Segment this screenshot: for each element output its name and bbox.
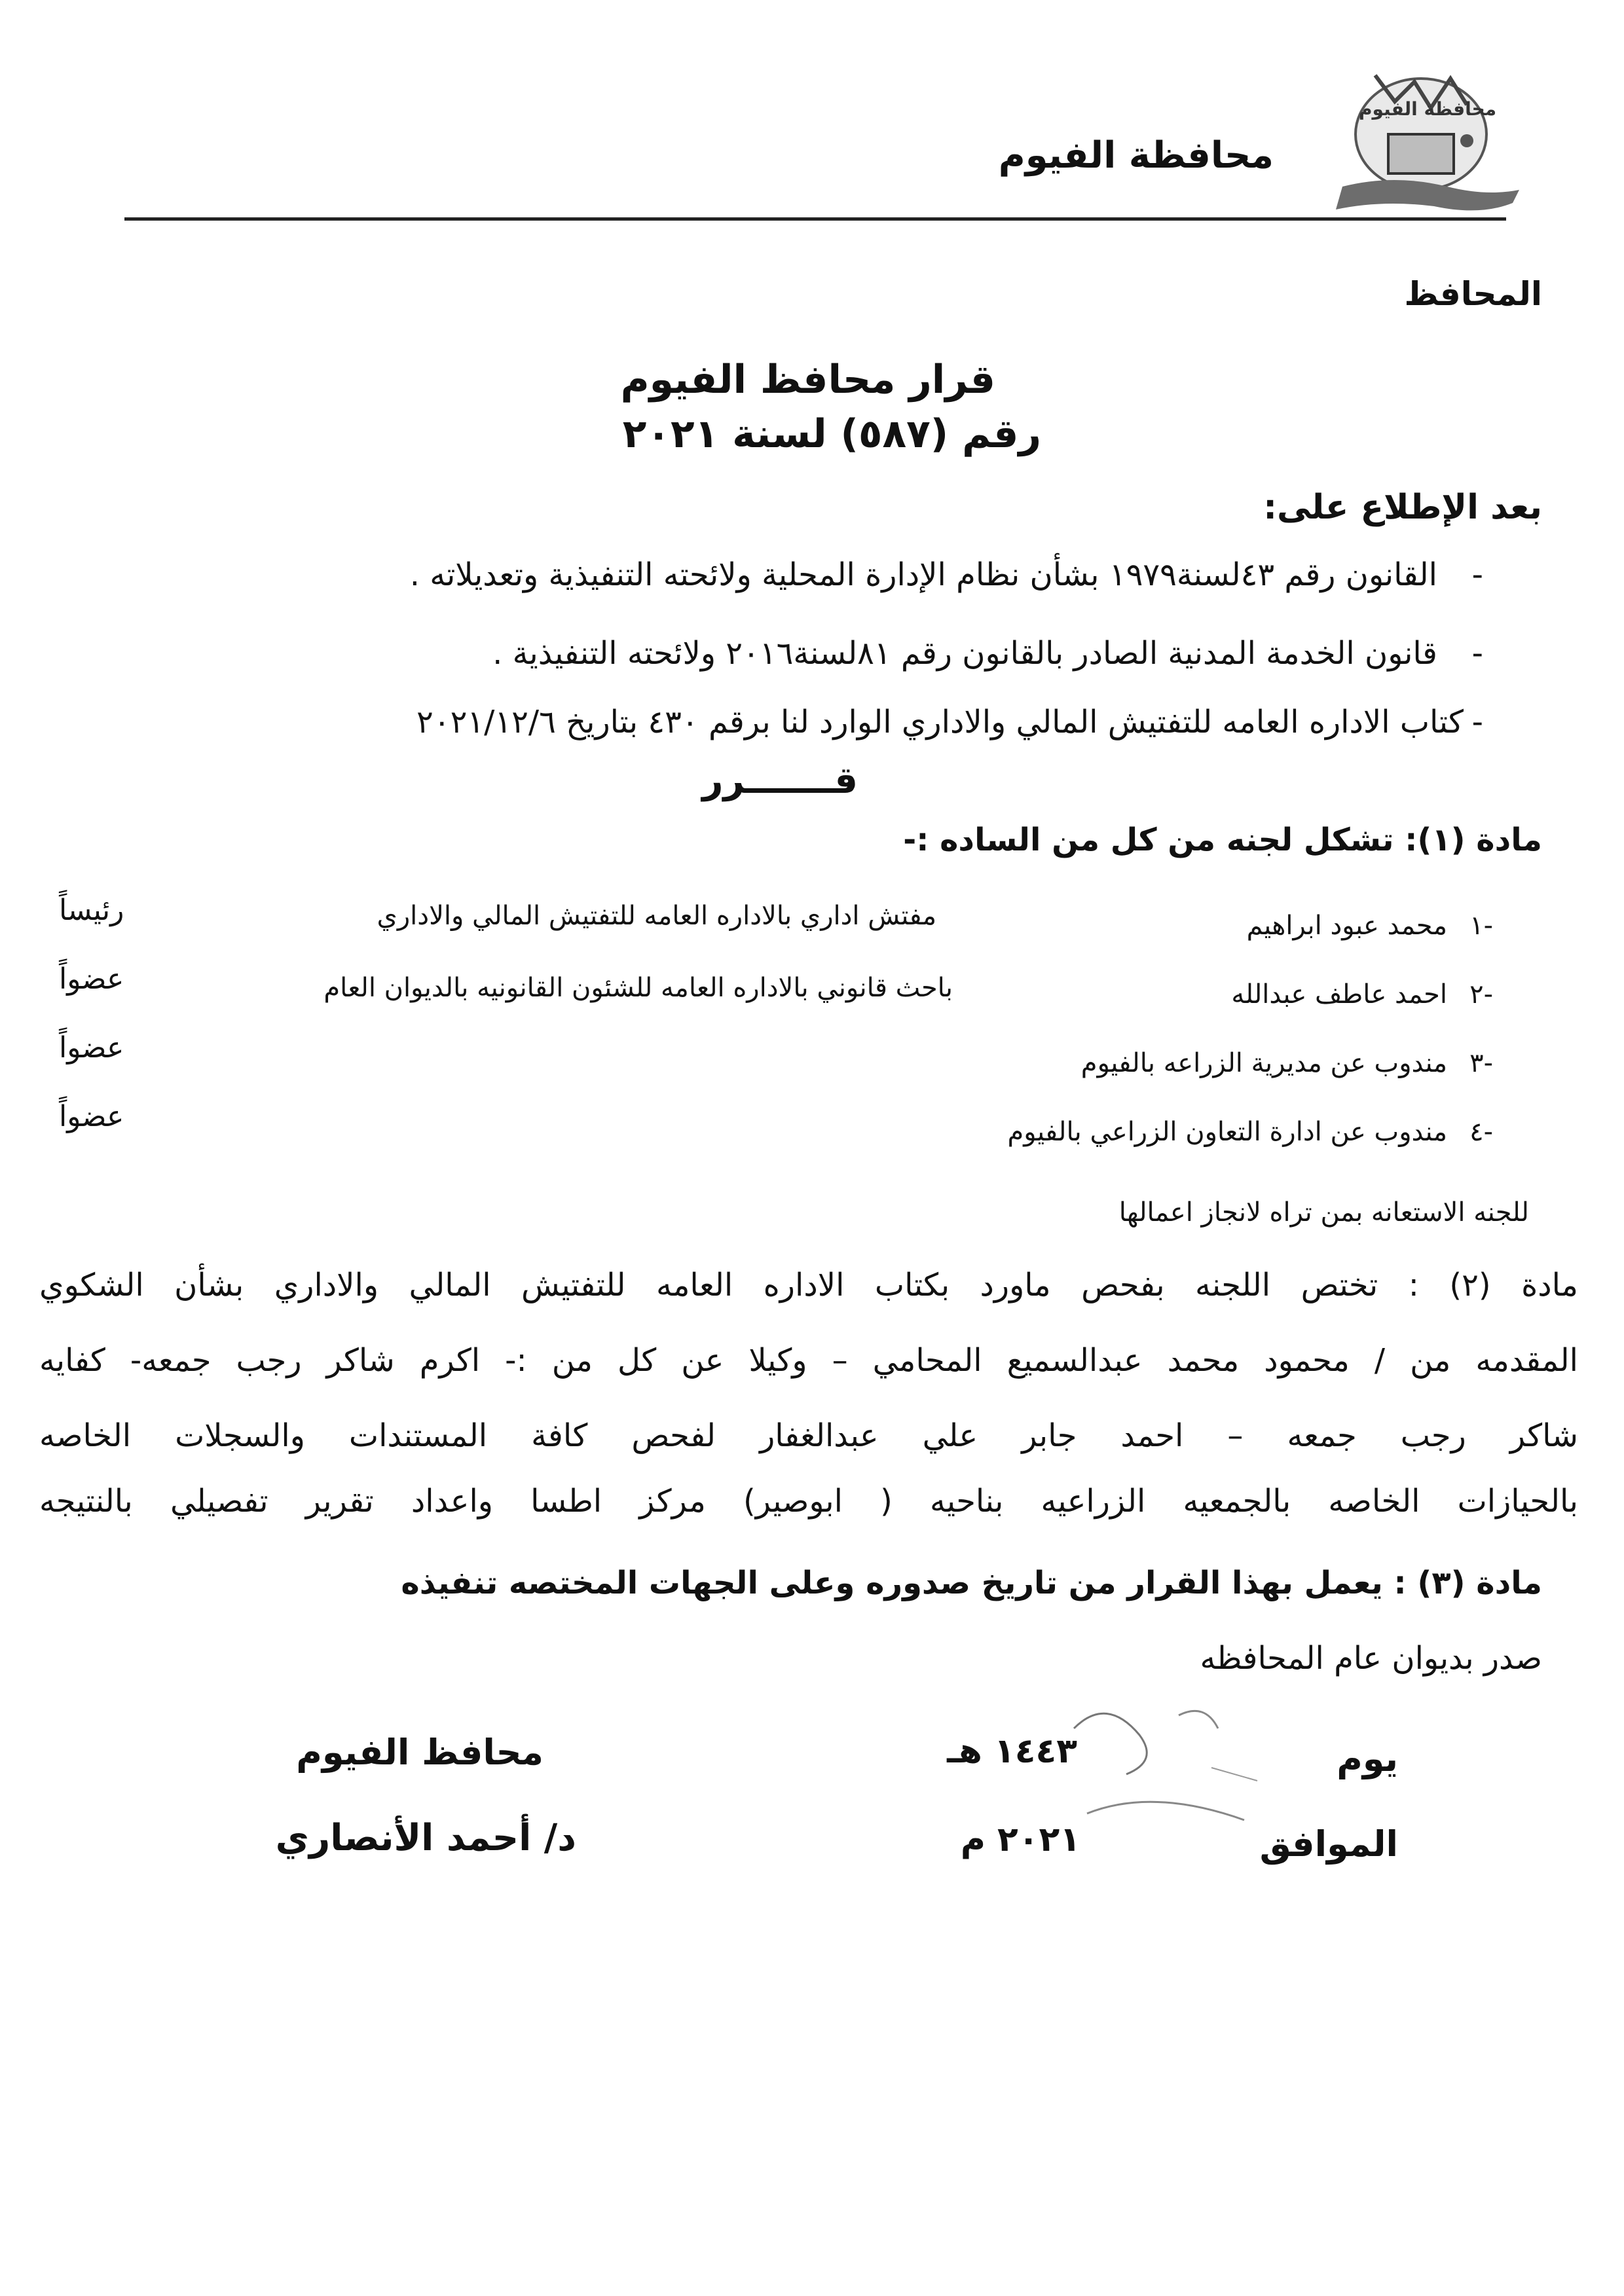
article-2-line: بالحيازات الخاصه بالجمعيه الزراعيه بناحيه ( ابوصير) مركز اطسا واعداد تقرير تفصيلي بالنتيجه: [39, 1483, 1578, 1520]
handwritten-date-marks: [1048, 1689, 1283, 1853]
office-label: المحافظ: [1404, 275, 1542, 313]
member-position: مفتش اداري بالاداره العامه للتفتيش المالي والاداري: [377, 901, 936, 931]
member-name: مندوب عن مديرية الزراعه بالفيوم: [1080, 1048, 1447, 1078]
member-role: عضواً: [59, 962, 124, 996]
member-name: مندوب عن ادارة التعاون الزراعي بالفيوم: [1007, 1117, 1447, 1147]
member-role: رئيساً: [59, 894, 124, 927]
governor-name: د/ أحمد الأنصاري: [275, 1817, 576, 1859]
preamble-bullet: -: [1471, 556, 1483, 593]
member-role: عضواً: [59, 1031, 124, 1065]
member-role: عضواً: [59, 1100, 124, 1133]
corresponding-label: الموافق: [1259, 1823, 1398, 1865]
article-2-line: مادة (٢) : تختص اللجنه بفحص ماورد بكتاب الاداره العامه للتفتيش المالي والاداري بشأن الشكوي: [39, 1267, 1579, 1303]
committee-note: للجنه الاستعانه بمن تراه لانجاز اعمالها: [1118, 1197, 1529, 1228]
preamble-item-2: قانون الخدمة المدنية الصادر بالقانون رقم ٨١لسنة٢٠١٦ ولائحته التنفيذية .: [492, 635, 1437, 672]
article-2-line: شاكر رجب جمعه – احمد جابر علي عبدالغفار لفحص كافة المستندات والسجلات الخاصه: [39, 1417, 1578, 1454]
member-number: ٣-: [1469, 1048, 1493, 1078]
hijri-year: ١٤٤٣ هـ: [947, 1732, 1077, 1771]
preamble-heading: بعد الإطلاع على:: [1263, 488, 1542, 527]
member-number: ٤-: [1469, 1117, 1493, 1147]
preamble-item-1: القانون رقم ٤٣لسنة١٩٧٩ بشأن نظام الإدارة المحلية ولائحته التنفيذية وتعديلاته .: [409, 556, 1437, 593]
governorate-seal: [1316, 62, 1526, 226]
day-label: يوم: [1337, 1738, 1398, 1779]
article-2-line: المقدمه من / محمود محمد عبدالسميع المحامي – وكيلا عن كل من :- اكرم شاكر رجب جمعه- كفايه: [39, 1342, 1578, 1379]
decision-word: قـــــــرر: [702, 759, 858, 802]
governor-title: محافظ الفيوم: [296, 1732, 544, 1773]
gregorian-year: ٢٠٢١ م: [960, 1820, 1080, 1859]
preamble-bullet: -: [1471, 704, 1483, 740]
decision-number: رقم (٥٨٧) لسنة ٢٠٢١: [622, 411, 1041, 457]
member-name: محمد عبود ابراهيم: [1246, 911, 1447, 941]
decision-title: قرار محافظ الفيوم: [620, 357, 995, 403]
article-3: مادة (٣) : يعمل بهذا القرار من تاريخ صدوره وعلى الجهات المختصه تنفيذه: [401, 1565, 1542, 1601]
member-position: باحث قانوني بالاداره العامه للشئون القانونيه بالديوان العام: [323, 973, 953, 1003]
seal-caption: محافظة الفيوم: [1359, 98, 1497, 120]
governorate-header: محافظة الفيوم: [998, 134, 1274, 177]
header-rule: [124, 217, 1506, 221]
issued-at: صدر بديوان عام المحافظه: [1200, 1640, 1542, 1677]
member-number: ١-: [1469, 911, 1493, 941]
member-number: ٢-: [1469, 979, 1493, 1010]
preamble-item-3: كتاب الاداره العامه للتفتيش المالي والاداري الوارد لنا برقم ٤٣٠ بتاريخ ٢٠٢١/١٢/٦: [416, 704, 1464, 740]
member-name: احمد عاطف عبدالله: [1231, 979, 1447, 1010]
article-1-heading: مادة (١): تشكل لجنه من كل من الساده :-: [903, 822, 1542, 858]
preamble-bullet: -: [1471, 635, 1483, 672]
